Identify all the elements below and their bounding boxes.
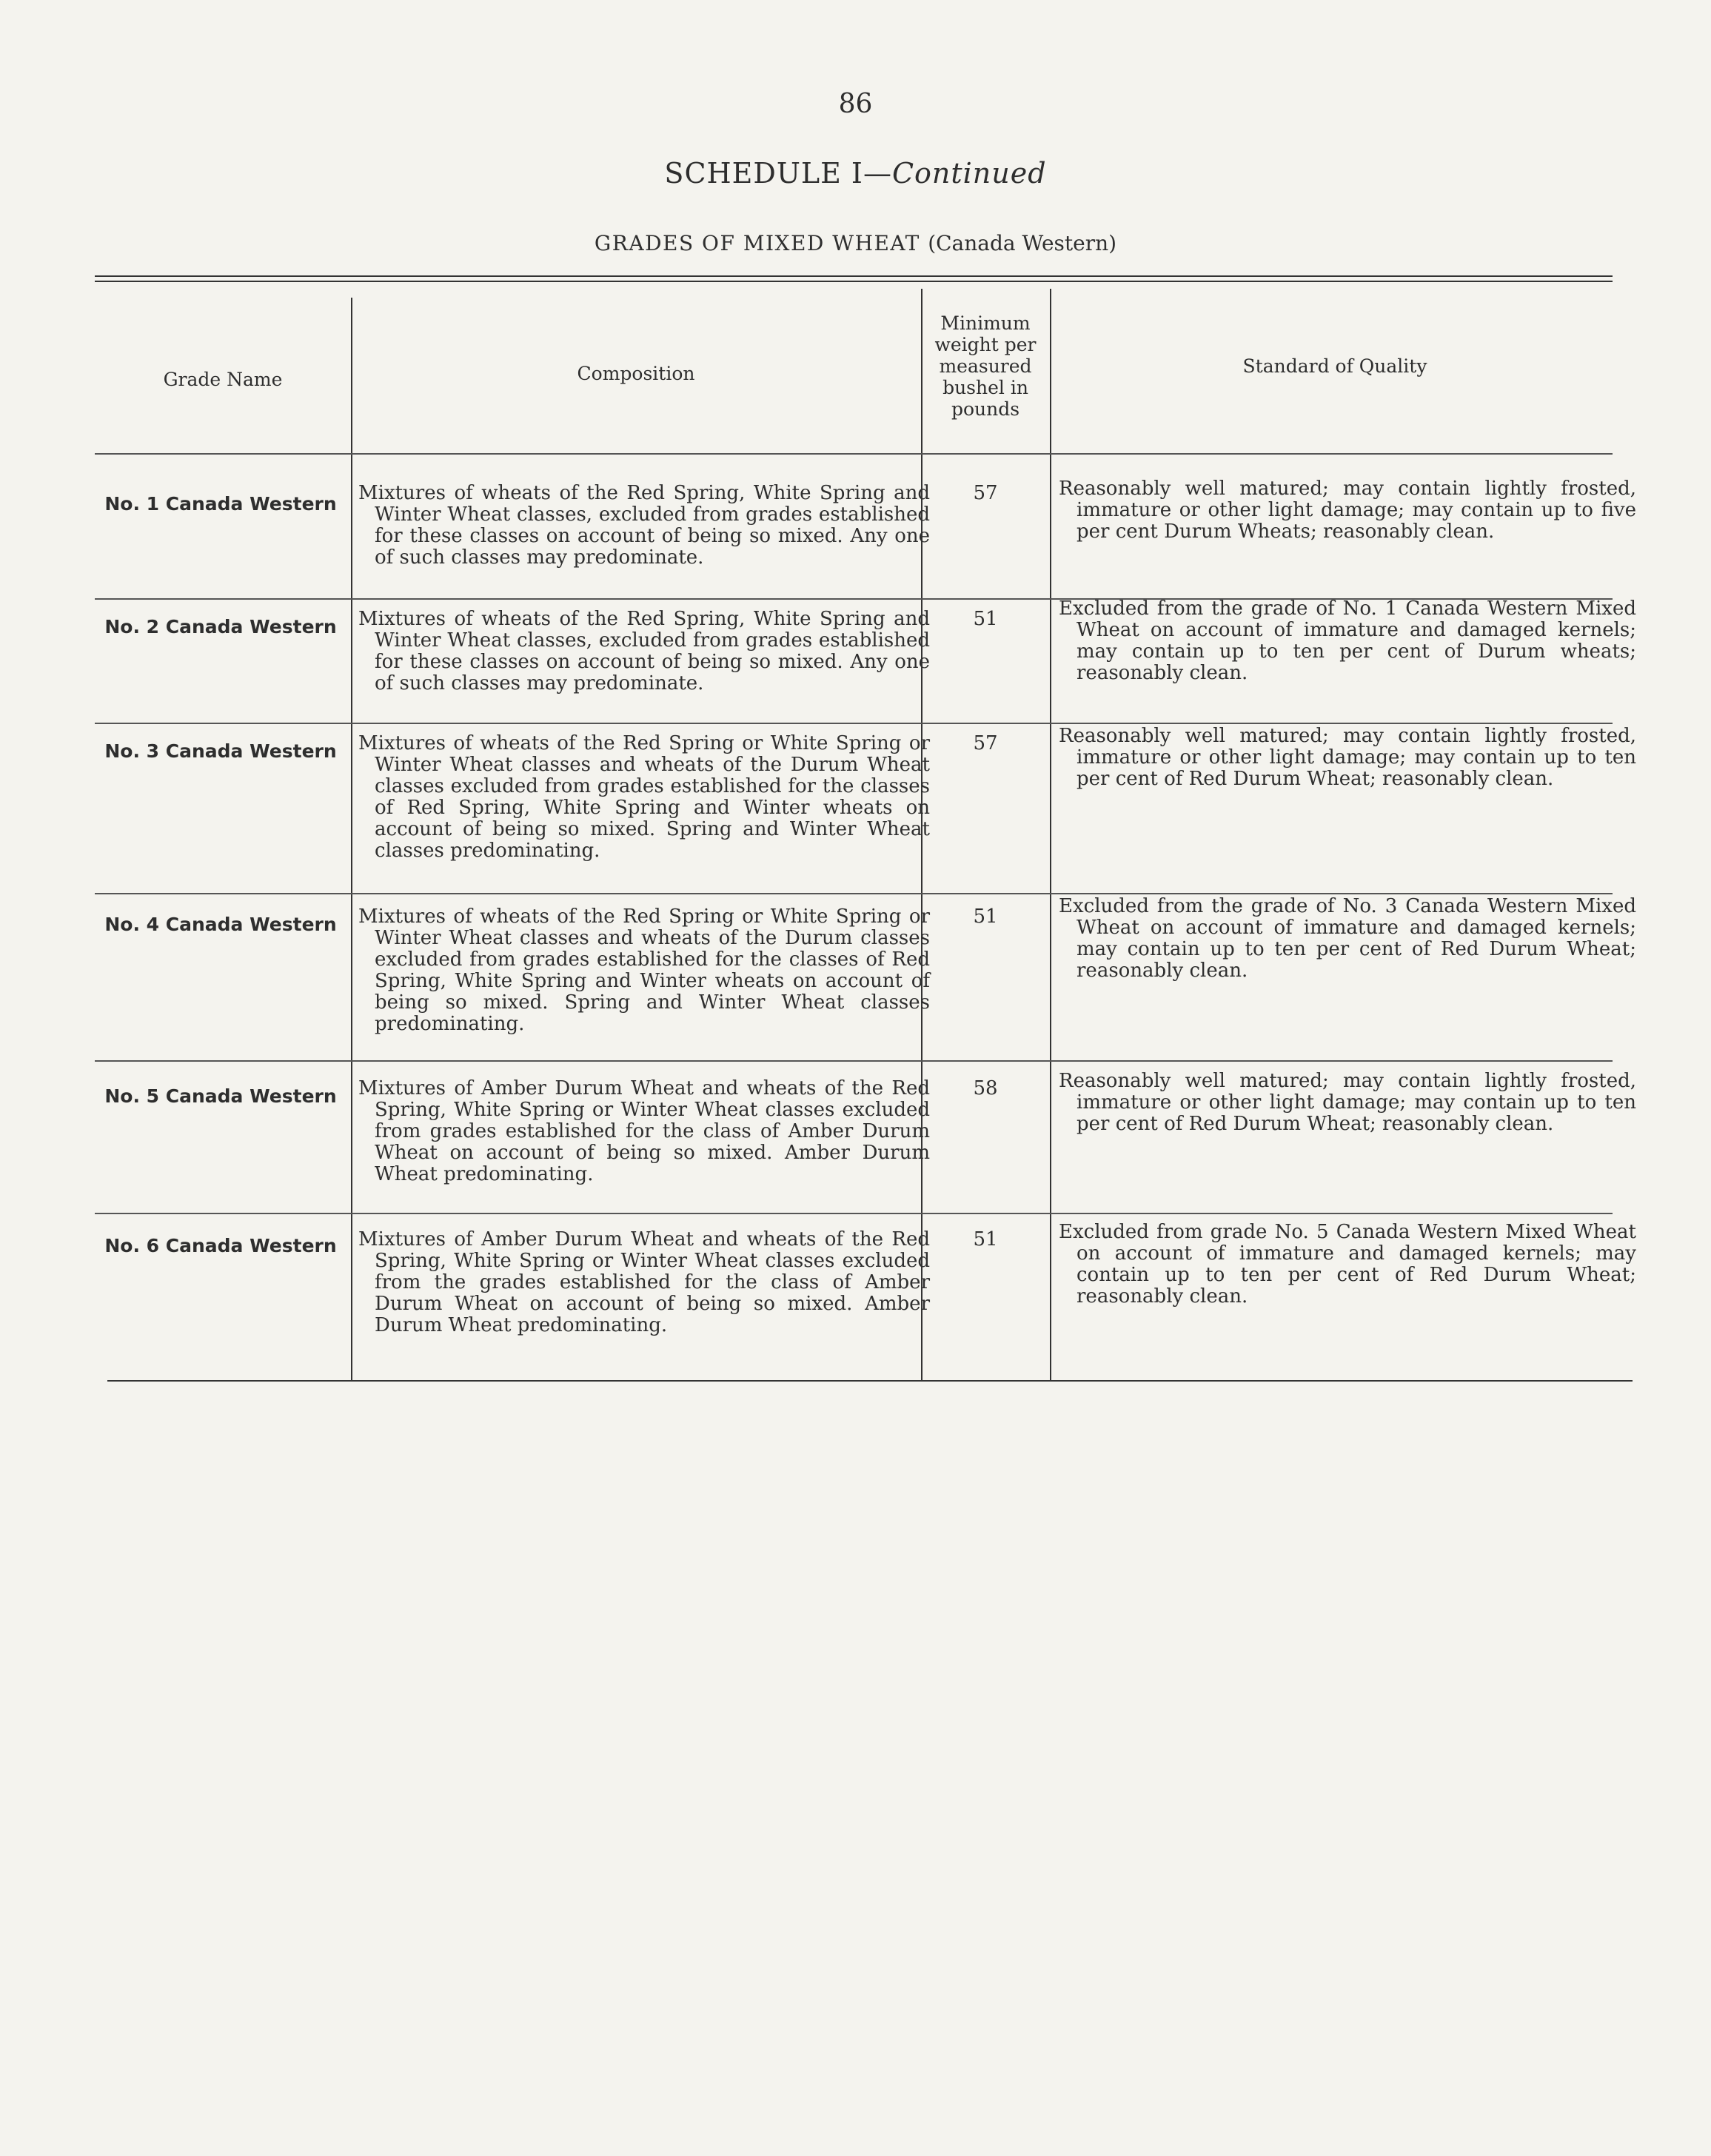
header-composition: Composition — [577, 363, 695, 384]
row-6-composition: Mixtures of Amber Durum Wheat and wheats of the Red Spring, White Spring or Winter Wheat classes excluded from the grades established for the class of Amber Durum Wheat on account of being so mixed. Amber Durum Wheat predominating. — [358, 1228, 930, 1336]
table-title-sub: (Canada Western) — [928, 231, 1117, 255]
row-3-grade: No. 3 Canada Western — [104, 740, 337, 762]
page-number: 86 — [838, 89, 873, 119]
table-top-rule-2 — [95, 281, 1613, 282]
row-4-quality: Excluded from the grade of No. 3 Canada Western Mixed Wheat on account of immature and damaged kernels; may contain up to ten per cent of Red Durum Wheat; reasonably clean. — [1059, 895, 1636, 982]
row-divider-3 — [95, 893, 1613, 894]
table-top-rule — [95, 275, 1613, 277]
header-grade-name: Grade Name — [163, 369, 283, 390]
table-bottom-rule — [107, 1380, 1633, 1382]
row-3-composition: Mixtures of wheats of the Red Spring or White Spring or Winter Wheat classes and wheats of the Durum Wheat classes excluded from grades established for the classes of Red Spring, White Spring and Winter wheats on account of being so mixed. Spring and Winter Wheat classes predominating. — [358, 732, 930, 862]
header-weight: Minimum weight per measured bushel in pounds — [934, 312, 1037, 420]
row-6-weight: 51 — [973, 1228, 998, 1251]
row-6-quality: Excluded from grade No. 5 Canada Western Mixed Wheat on account of immature and damaged kernels; may contain up to ten per cent of Red Durum Wheat; reasonably clean. — [1059, 1221, 1636, 1308]
row-5-grade: No. 5 Canada Western — [104, 1085, 337, 1107]
row-2-weight: 51 — [973, 608, 998, 630]
row-5-composition: Mixtures of Amber Durum Wheat and wheats of the Red Spring, White Spring or Winter Wheat classes excluded from grades established for the class of Amber Durum Wheat on account of being so mixed. Amber Durum Wheat predominating. — [358, 1077, 930, 1185]
row-3-weight: 57 — [973, 732, 998, 754]
header-quality: Standard of Quality — [1242, 355, 1427, 377]
row-1-quality: Reasonably well matured; may contain lightly frosted, immature or other light damage; may contain up to five per cent Durum Wheats; reasonably clean. — [1059, 478, 1636, 543]
row-4-weight: 51 — [973, 905, 998, 928]
row-5-weight: 58 — [973, 1077, 998, 1099]
header-bottom-rule — [95, 453, 1613, 455]
row-divider-2 — [95, 723, 1613, 724]
schedule-title — [0, 157, 1711, 190]
row-4-composition: Mixtures of wheats of the Red Spring or White Spring or Winter Wheat classes and wheats of the Durum classes excluded from grades established for the classes of Red Spring, White Spring and Winter wheats on account of being so mixed. Spring and Winter Wheat classes predominating. — [358, 905, 930, 1035]
column-divider-1 — [351, 298, 352, 1380]
row-3-quality: Reasonably well matured; may contain lightly frosted, immature or other light damage; may contain up to ten per cent of Red Durum Wheat; reasonably clean. — [1059, 725, 1636, 790]
schedule-title-italic: Continued — [891, 157, 1047, 190]
row-2-grade: No. 2 Canada Western — [104, 616, 337, 637]
row-4-grade: No. 4 Canada Western — [104, 914, 337, 935]
row-1-grade: No. 1 Canada Western — [104, 493, 337, 515]
row-divider-4 — [95, 1060, 1613, 1062]
row-2-quality: Excluded from the grade of No. 1 Canada Western Mixed Wheat on account of immature and damaged kernels; may contain up to ten per cent of Durum wheats; reasonably clean. — [1059, 597, 1636, 684]
row-2-composition: Mixtures of wheats of the Red Spring, White Spring and Winter Wheat classes, excluded from grades established for these classes on account of being so mixed. Any one of such classes may predominate. — [358, 608, 930, 694]
row-1-weight: 57 — [973, 482, 998, 504]
table-title — [0, 231, 1711, 255]
row-1-composition: Mixtures of wheats of the Red Spring, White Spring and Winter Wheat classes, excluded from grades established for these classes on account of being so mixed. Any one of such classes may predominate. — [358, 482, 930, 569]
schedule-title-main: SCHEDULE I— — [664, 157, 892, 190]
row-5-quality: Reasonably well matured; may contain lightly frosted, immature or other light damage; may contain up to ten per cent of Red Durum Wheat; reasonably clean. — [1059, 1070, 1636, 1135]
row-6-grade: No. 6 Canada Western — [104, 1235, 337, 1256]
row-divider-5 — [95, 1213, 1613, 1214]
table-title-main: GRADES OF MIXED WHEAT — [594, 231, 920, 255]
